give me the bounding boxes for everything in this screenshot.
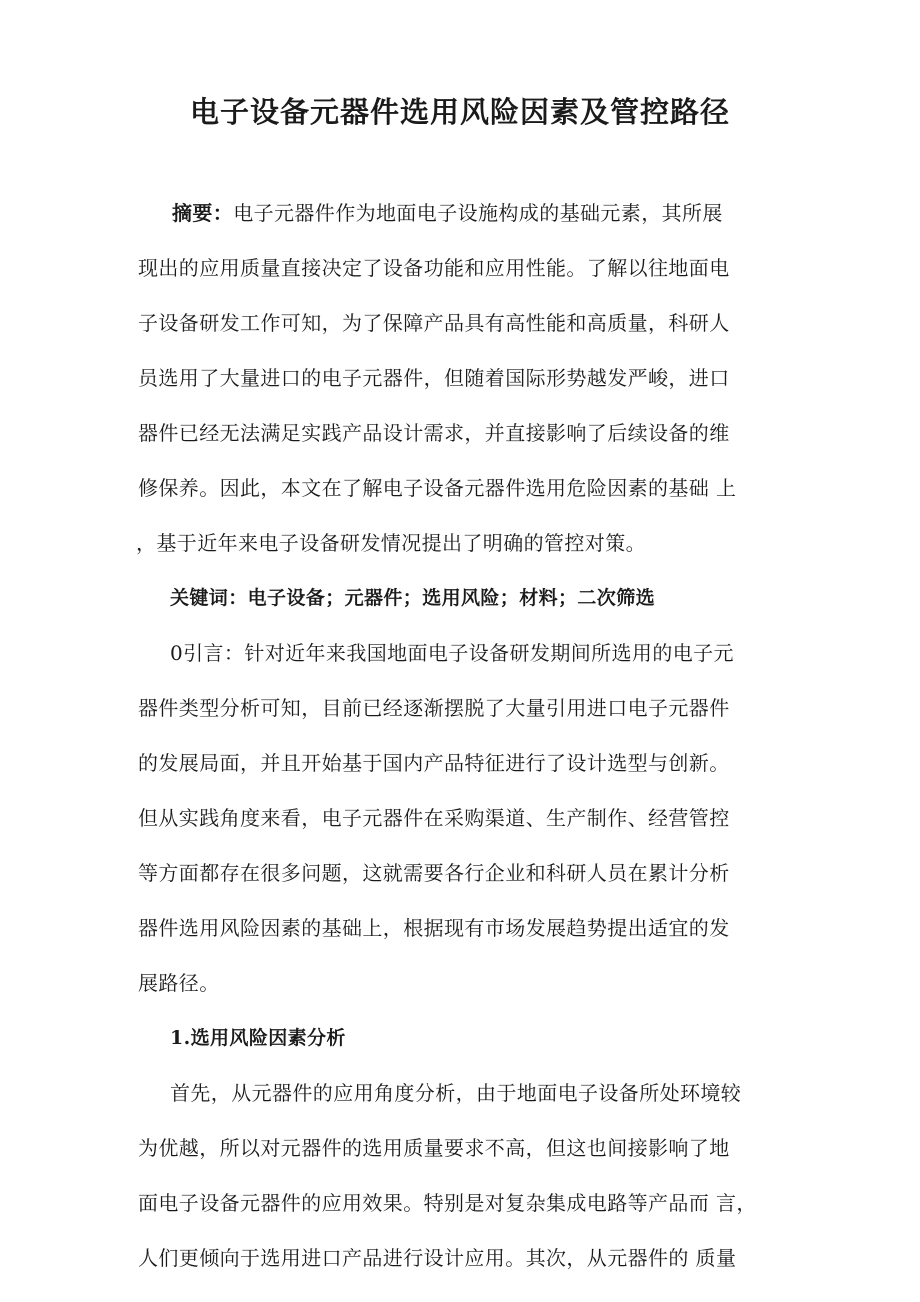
keywords: 关键词：电子设备；元器件；选用风险；材料；二次筛选: [170, 587, 656, 609]
abstract-line-2: 现出的应用质量直接决定了设备功能和应用性能。了解以往地面电: [138, 256, 730, 280]
abstract-line-6: 修保养。因此，本文在了解电子设备元器件选用危险因素的基础 上: [138, 476, 737, 500]
intro-line-5: 等方面都存在很多问题，这就需要各行企业和科研人员在累计分析: [138, 861, 730, 885]
intro-line-3: 的发展局面，并且开始基于国内产品特征进行了设计选型与创新。: [138, 751, 730, 775]
abstract-line-7: ，基于近年来电子设备研发情况提出了明确的管控对策。: [136, 531, 646, 555]
section-1-line-4: 人们更倾向于选用进口产品进行设计应用。其次，从元器件的 质量: [138, 1246, 737, 1270]
intro-line-1: 0引言：针对近年来我国地面电子设备研发期间所选用的电子元: [170, 641, 734, 665]
section-1-heading: 1.选用风险因素分析: [170, 1027, 346, 1049]
intro-line-4: 但从实践角度来看，电子元器件在采购渠道、生产制作、经营管控: [138, 806, 730, 830]
intro-line-7: 展路径。: [138, 971, 220, 995]
section-1-line-1: 首先，从元器件的应用角度分析，由于地面电子设备所处环境较: [170, 1081, 742, 1105]
document-title: 电子设备元器件选用风险因素及管控路径: [189, 95, 730, 129]
section-1-line-2: 为优越，所以对元器件的选用质量要求不高，但这也间接影响了地: [138, 1136, 730, 1160]
abstract-text: 电子元器件作为地面电子设施构成的基础元素，其所展: [233, 201, 723, 225]
abstract-line-4: 员选用了大量进口的电子元器件，但随着国际形势越发严峻，进口: [138, 366, 730, 390]
section-1-line-3: 面电子设备元器件的应用效果。特别是对复杂集成电路等产品而 言，: [138, 1191, 757, 1215]
abstract-line-1: [172, 198, 723, 228]
intro-line-6: 器件选用风险因素的基础上，根据现有市场发展趋势提出适宜的发: [138, 916, 730, 940]
abstract-line-5: 器件已经无法满足实践产品设计需求，并直接影响了后续设备的维: [138, 421, 730, 445]
abstract-line-3: 子设备研发工作可知，为了保障产品具有高性能和高质量，科研人: [138, 311, 730, 335]
intro-line-2: 器件类型分析可知，目前已经逐渐摆脱了大量引用进口电子元器件: [138, 696, 730, 720]
abstract-label: 摘要：: [172, 201, 234, 225]
